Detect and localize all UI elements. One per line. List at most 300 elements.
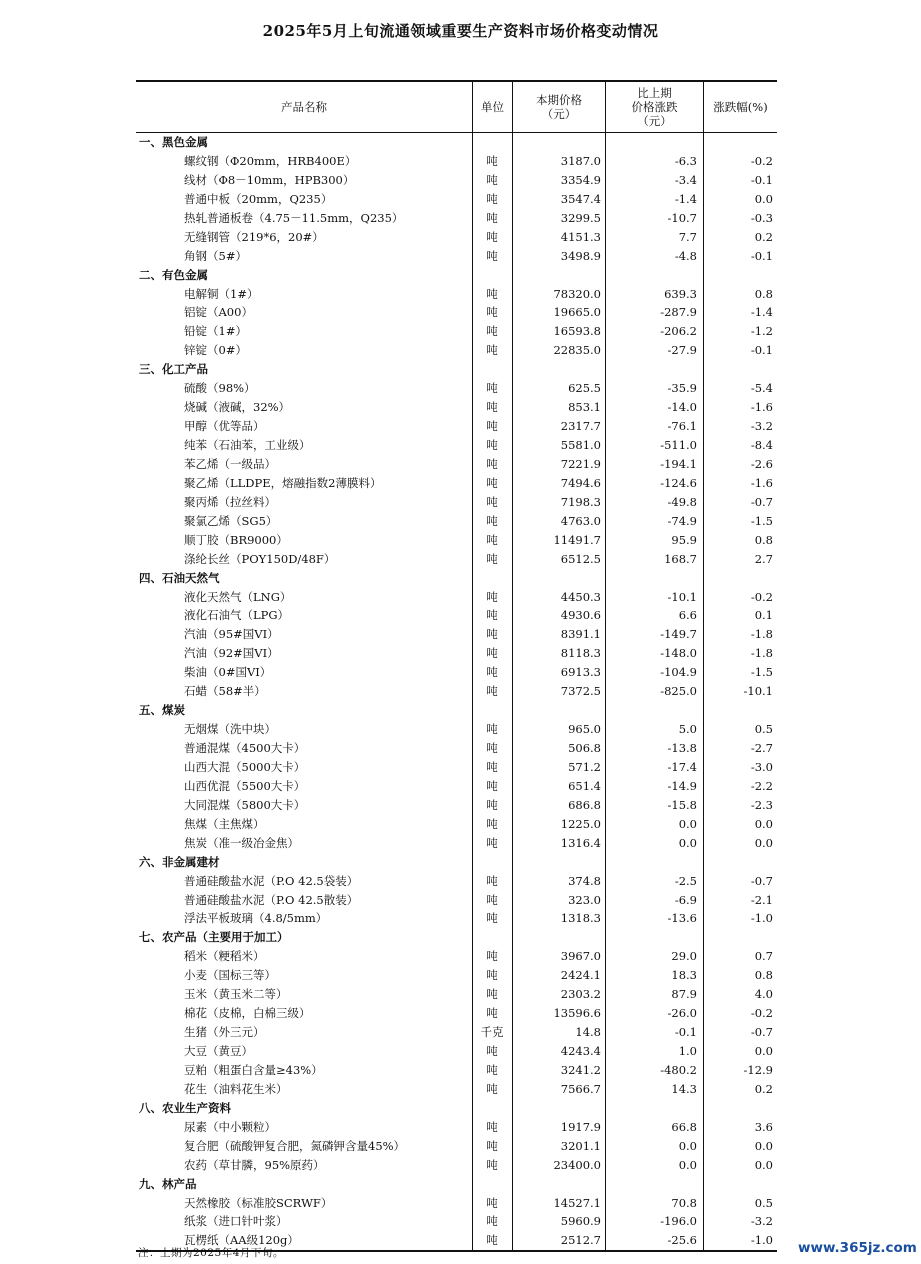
change-cell: -148.0 <box>660 646 697 661</box>
change-cell: -206.2 <box>660 324 697 339</box>
product-name: 纯苯（石油苯，工业级） <box>184 438 311 452</box>
header-unit: 单位 <box>472 82 512 132</box>
table-row <box>136 247 777 266</box>
change-cell: 95.9 <box>671 532 697 547</box>
table-row <box>136 1156 777 1175</box>
change-cell: -825.0 <box>660 684 697 699</box>
table-row <box>136 739 777 758</box>
pct-cell: -1.8 <box>750 627 773 642</box>
unit-cell: 吨 <box>486 400 498 415</box>
pct-cell: 0.7 <box>754 949 773 964</box>
price-cell: 323.0 <box>568 892 601 907</box>
unit-cell: 吨 <box>486 551 498 566</box>
pct-cell: -3.2 <box>750 419 773 434</box>
product-name: 柴油（0#国VI） <box>184 665 272 680</box>
table-row <box>136 531 777 550</box>
price-cell: 1225.0 <box>560 816 601 831</box>
change-cell: 0.0 <box>678 1138 697 1153</box>
unit-cell: 吨 <box>486 210 498 225</box>
change-cell: -2.5 <box>674 873 697 888</box>
product-name: 聚氯乙烯（SG5） <box>184 513 278 528</box>
table-row <box>136 1194 777 1213</box>
unit-cell: 吨 <box>486 1062 498 1077</box>
pct-cell: -2.7 <box>750 741 773 755</box>
price-cell: 14527.1 <box>553 1195 601 1210</box>
product-name: 石蜡（58#半） <box>184 684 266 699</box>
unit-cell: 吨 <box>486 797 498 812</box>
table-row <box>136 1042 777 1061</box>
product-name: 锌锭（0#） <box>184 343 247 358</box>
product-name: 普通混煤（4500大卡） <box>184 741 306 755</box>
change-cell: -149.7 <box>660 627 697 642</box>
table-row <box>136 644 777 663</box>
price-cell: 1917.9 <box>560 1119 601 1134</box>
pct-cell: -0.2 <box>750 1006 773 1021</box>
unit-cell: 吨 <box>486 665 498 680</box>
change-cell: 5.0 <box>678 722 697 737</box>
product-name: 角钢（5#） <box>184 248 247 263</box>
change-cell: -10.1 <box>667 589 697 604</box>
price-cell: 4450.3 <box>560 589 601 604</box>
change-cell: -196.0 <box>660 1214 697 1229</box>
category-label: 四、石油天然气 <box>139 570 220 585</box>
pct-cell: -0.2 <box>750 153 773 168</box>
unit-cell: 吨 <box>486 608 498 623</box>
product-name: 复合肥（硫酸钾复合肥，氮磷钾含量45%） <box>184 1138 406 1153</box>
table-row <box>136 966 777 985</box>
price-cell: 78320.0 <box>553 286 601 301</box>
product-name: 无缝钢管（219*6，20#） <box>184 229 324 244</box>
change-cell: 0.0 <box>678 1157 697 1172</box>
product-name: 山西优混（5500大卡） <box>184 778 306 793</box>
product-name: 焦炭（准一级冶金焦） <box>184 835 299 850</box>
table-header <box>136 82 777 133</box>
price-cell: 5960.9 <box>560 1214 601 1229</box>
unit-cell: 吨 <box>486 153 498 168</box>
unit-cell: 吨 <box>486 1006 498 1021</box>
price-cell: 2317.7 <box>560 419 601 434</box>
unit-cell: 吨 <box>486 892 498 907</box>
unit-cell: 吨 <box>486 987 498 1002</box>
product-name: 铝锭（A00） <box>184 305 253 320</box>
price-cell: 1316.4 <box>560 835 601 850</box>
unit-cell: 吨 <box>486 722 498 737</box>
unit-cell: 吨 <box>486 191 498 206</box>
price-cell: 3967.0 <box>560 949 601 964</box>
pct-cell: 4.0 <box>754 987 773 1002</box>
header-change-line2: 价格涨跌 <box>631 100 678 114</box>
pct-cell: -1.2 <box>750 324 773 339</box>
category-label: 一、黑色金属 <box>139 135 208 149</box>
product-name: 涤纶长丝（POY150D/48F） <box>184 551 336 566</box>
unit-cell: 吨 <box>486 475 498 490</box>
column-divider <box>703 133 704 1250</box>
unit-cell: 吨 <box>486 1157 498 1172</box>
pct-cell: 0.0 <box>754 1138 773 1153</box>
price-cell: 686.8 <box>568 797 601 812</box>
product-name: 玉米（黄玉米二等） <box>184 987 288 1002</box>
price-cell: 965.0 <box>568 722 601 737</box>
product-name: 大豆（黄豆） <box>184 1044 253 1058</box>
table-body <box>136 133 777 1250</box>
pct-cell: 0.2 <box>754 1081 773 1096</box>
table-row <box>136 417 777 436</box>
pct-cell: -5.4 <box>750 381 773 396</box>
pct-cell: -2.2 <box>750 778 773 793</box>
table-row <box>136 303 777 322</box>
category-row <box>136 569 777 588</box>
price-cell: 5581.0 <box>560 438 601 452</box>
pct-cell: -1.8 <box>750 646 773 661</box>
product-name: 无烟煤（洗中块） <box>184 722 276 737</box>
pct-cell: -3.2 <box>750 1214 773 1229</box>
change-cell: -10.7 <box>667 210 697 225</box>
unit-cell: 吨 <box>486 646 498 661</box>
change-cell: 639.3 <box>664 286 697 301</box>
product-name: 烧碱（液碱，32%） <box>184 400 291 415</box>
product-name: 硫酸（98%） <box>184 381 256 396</box>
table-row <box>136 379 777 398</box>
table-row <box>136 834 777 853</box>
product-name: 普通硅酸盐水泥（P.O 42.5袋装） <box>184 873 359 888</box>
pct-cell: -10.1 <box>743 684 773 699</box>
table-row <box>136 436 777 455</box>
unit-cell: 吨 <box>486 381 498 396</box>
pct-cell: -2.3 <box>750 797 773 812</box>
category-row <box>136 1175 777 1194</box>
pct-cell: 0.0 <box>754 191 773 206</box>
change-cell: -1.4 <box>674 191 697 206</box>
table-row <box>136 947 777 966</box>
product-name: 大同混煤（5800大卡） <box>184 797 306 812</box>
product-name: 液化石油气（LPG） <box>184 608 290 623</box>
unit-cell: 吨 <box>486 456 498 471</box>
pct-cell: -0.1 <box>750 343 773 358</box>
unit-cell: 吨 <box>486 684 498 699</box>
table-row <box>136 872 777 891</box>
footnote: 注：上期为2025年4月下旬。 <box>138 1247 284 1259</box>
category-row <box>136 1099 777 1118</box>
price-cell: 4151.3 <box>560 229 601 244</box>
change-cell: -27.9 <box>667 343 697 358</box>
unit-cell: 吨 <box>486 248 498 263</box>
product-name: 稻米（粳稻米） <box>184 949 265 964</box>
unit-cell: 吨 <box>486 873 498 888</box>
product-name: 尿素（中小颗粒） <box>184 1119 276 1134</box>
change-cell: 0.0 <box>678 835 697 850</box>
change-cell: -74.9 <box>667 513 697 528</box>
table-row <box>136 606 777 625</box>
pct-cell: 0.0 <box>754 816 773 831</box>
table-row <box>136 190 777 209</box>
pct-cell: -0.7 <box>750 873 773 888</box>
unit-cell: 吨 <box>486 324 498 339</box>
table-row <box>136 758 777 777</box>
table-row <box>136 909 777 928</box>
change-cell: -76.1 <box>667 419 697 434</box>
unit-cell: 吨 <box>486 778 498 793</box>
price-cell: 1318.3 <box>560 911 601 926</box>
unit-cell: 吨 <box>486 627 498 642</box>
pct-cell: 0.2 <box>754 229 773 244</box>
price-cell: 8118.3 <box>560 646 601 661</box>
product-name: 普通硅酸盐水泥（P.O 42.5散装） <box>184 892 359 907</box>
table-row <box>136 398 777 417</box>
category-row <box>136 133 777 152</box>
unit-cell: 吨 <box>486 532 498 547</box>
product-name: 汽油（92#国VI） <box>184 646 279 661</box>
price-cell: 3547.4 <box>560 191 601 206</box>
price-cell: 16593.8 <box>553 324 601 339</box>
unit-cell: 吨 <box>486 1044 498 1058</box>
pct-cell: 0.8 <box>754 968 773 983</box>
product-name: 山西大混（5000大卡） <box>184 759 306 774</box>
change-cell: 7.7 <box>678 229 697 244</box>
change-cell: 1.0 <box>678 1044 697 1058</box>
price-cell: 374.8 <box>568 873 601 888</box>
price-cell: 853.1 <box>568 400 601 415</box>
price-cell: 3354.9 <box>560 172 601 187</box>
change-cell: -14.9 <box>667 778 697 793</box>
unit-cell: 吨 <box>486 1119 498 1134</box>
category-label: 三、化工产品 <box>139 362 208 377</box>
product-name: 普通中板（20mm，Q235） <box>184 191 333 206</box>
product-name: 电解铜（1#） <box>184 286 259 301</box>
category-label: 二、有色金属 <box>139 267 208 282</box>
unit-cell: 吨 <box>486 305 498 320</box>
pct-cell: 0.0 <box>754 835 773 850</box>
change-cell: -13.8 <box>667 741 697 755</box>
change-cell: -17.4 <box>667 759 697 774</box>
pct-cell: -0.1 <box>750 172 773 187</box>
table-row <box>136 588 777 607</box>
table-row <box>136 512 777 531</box>
change-cell: 66.8 <box>671 1119 697 1134</box>
category-label: 七、农产品（主要用于加工） <box>139 930 289 945</box>
price-cell: 2303.2 <box>560 987 601 1002</box>
pct-cell: 0.8 <box>754 286 773 301</box>
unit-cell: 千克 <box>480 1025 504 1040</box>
pct-cell: -1.4 <box>750 305 773 320</box>
unit-cell: 吨 <box>486 1195 498 1210</box>
table-row <box>136 985 777 1004</box>
price-cell: 7372.5 <box>560 684 601 699</box>
table-row <box>136 720 777 739</box>
product-name: 豆粕（粗蛋白含量≥43%） <box>184 1062 323 1077</box>
category-row <box>136 360 777 379</box>
pct-cell: -1.0 <box>750 911 773 926</box>
pct-cell: 2.7 <box>754 551 773 566</box>
change-cell: 87.9 <box>671 987 697 1002</box>
unit-cell: 吨 <box>486 1081 498 1096</box>
change-cell: -13.6 <box>667 911 697 926</box>
price-cell: 8391.1 <box>560 627 601 642</box>
pct-cell: 0.0 <box>754 1044 773 1058</box>
change-cell: -49.8 <box>667 494 697 509</box>
product-name: 聚丙烯（拉丝料） <box>184 494 276 509</box>
table-row <box>136 663 777 682</box>
price-cell: 3201.1 <box>560 1138 601 1153</box>
table-row <box>136 322 777 341</box>
header-change-line1: 比上期 <box>637 86 672 100</box>
product-name: 浮法平板玻璃（4.8/5mm） <box>184 911 328 926</box>
pct-cell: -2.6 <box>750 456 773 471</box>
product-name: 焦煤（主焦煤） <box>184 816 265 831</box>
change-cell: -3.4 <box>674 172 697 187</box>
category-label: 九、林产品 <box>139 1176 197 1191</box>
table-row <box>136 209 777 228</box>
product-name: 棉花（皮棉，白棉三级） <box>184 1006 311 1021</box>
change-cell: -15.8 <box>667 797 697 812</box>
product-name: 甲醇（优等品） <box>184 419 265 434</box>
change-cell: -6.3 <box>674 153 697 168</box>
product-name: 聚乙烯（LLDPE，熔融指数2薄膜料） <box>184 475 382 490</box>
unit-cell: 吨 <box>486 741 498 755</box>
price-cell: 11491.7 <box>553 532 601 547</box>
table-row <box>136 341 777 360</box>
table-row <box>136 285 777 304</box>
product-name: 瓦楞纸（AA级120g） <box>184 1233 299 1248</box>
watermark: www.365jz.com <box>798 1240 917 1256</box>
unit-cell: 吨 <box>486 968 498 983</box>
header-price-line1: 本期价格 <box>536 93 582 107</box>
unit-cell: 吨 <box>486 816 498 831</box>
category-row <box>136 928 777 947</box>
price-cell: 19665.0 <box>553 305 601 320</box>
unit-cell: 吨 <box>486 172 498 187</box>
table-row <box>136 455 777 474</box>
change-cell: 29.0 <box>671 949 697 964</box>
unit-cell: 吨 <box>486 343 498 358</box>
price-cell: 3241.2 <box>560 1062 601 1077</box>
unit-cell: 吨 <box>486 438 498 452</box>
table-row <box>136 228 777 247</box>
pct-cell: 0.0 <box>754 1157 773 1172</box>
table-row <box>136 625 777 644</box>
price-cell: 651.4 <box>568 778 601 793</box>
change-cell: 6.6 <box>678 608 697 623</box>
price-table <box>136 80 777 1252</box>
table-row <box>136 1212 777 1231</box>
unit-cell: 吨 <box>486 835 498 850</box>
pct-cell: 0.8 <box>754 532 773 547</box>
change-cell: -35.9 <box>667 381 697 396</box>
pct-cell: -0.1 <box>750 248 773 263</box>
header-price-line2: （元） <box>541 107 577 121</box>
unit-cell: 吨 <box>486 419 498 434</box>
change-cell: -124.6 <box>660 475 697 490</box>
table-row <box>136 1137 777 1156</box>
header-change-line3: （元） <box>637 114 672 128</box>
unit-cell: 吨 <box>486 1138 498 1153</box>
category-label: 五、煤炭 <box>139 703 185 718</box>
pct-cell: -1.0 <box>750 1233 773 1248</box>
unit-cell: 吨 <box>486 1233 498 1248</box>
change-cell: 18.3 <box>671 968 697 983</box>
unit-cell: 吨 <box>486 911 498 926</box>
price-cell: 6512.5 <box>560 551 601 566</box>
price-cell: 22835.0 <box>553 343 601 358</box>
price-cell: 7566.7 <box>560 1081 601 1096</box>
table-row <box>136 1004 777 1023</box>
price-cell: 23400.0 <box>553 1157 601 1172</box>
pct-cell: -1.6 <box>750 400 773 415</box>
unit-cell: 吨 <box>486 589 498 604</box>
category-label: 六、非金属建材 <box>139 854 220 869</box>
header-price <box>512 82 605 132</box>
pct-cell: -12.9 <box>743 1062 773 1077</box>
header-change <box>605 82 703 132</box>
table-row <box>136 493 777 512</box>
table-row <box>136 152 777 171</box>
product-name: 螺纹钢（Φ20mm，HRB400E） <box>184 153 357 168</box>
price-cell: 7198.3 <box>560 494 601 509</box>
pct-cell: -1.6 <box>750 475 773 490</box>
price-cell: 2424.1 <box>560 968 601 983</box>
change-cell: 14.3 <box>671 1081 697 1096</box>
unit-cell: 吨 <box>486 494 498 509</box>
unit-cell: 吨 <box>486 286 498 301</box>
change-cell: -480.2 <box>660 1062 697 1077</box>
pct-cell: -2.1 <box>750 892 773 907</box>
price-cell: 625.5 <box>568 381 601 396</box>
change-cell: -104.9 <box>660 665 697 680</box>
product-name: 苯乙烯（一级品） <box>184 456 276 471</box>
table-row <box>136 1118 777 1137</box>
change-cell: -6.9 <box>674 892 697 907</box>
product-name: 顺丁胶（BR9000） <box>184 532 288 547</box>
change-cell: -4.8 <box>674 248 697 263</box>
change-cell: -26.0 <box>667 1006 697 1021</box>
price-cell: 3187.0 <box>560 153 601 168</box>
pct-cell: 3.6 <box>754 1119 773 1134</box>
pct-cell: -1.5 <box>750 513 773 528</box>
pct-cell: -0.2 <box>750 589 773 604</box>
pct-cell: -0.7 <box>750 1025 773 1040</box>
unit-cell: 吨 <box>486 949 498 964</box>
unit-cell: 吨 <box>486 759 498 774</box>
price-cell: 6913.3 <box>560 665 601 680</box>
change-cell: -25.6 <box>667 1233 697 1248</box>
price-cell: 14.8 <box>575 1025 601 1040</box>
change-cell: -511.0 <box>660 438 697 452</box>
change-cell: 70.8 <box>671 1195 697 1210</box>
price-cell: 506.8 <box>568 741 601 755</box>
change-cell: -14.0 <box>667 400 697 415</box>
change-cell: 0.0 <box>678 816 697 831</box>
product-name: 铅锭（1#） <box>184 324 247 339</box>
price-cell: 3299.5 <box>560 210 601 225</box>
change-cell: 168.7 <box>664 551 697 566</box>
unit-cell: 吨 <box>486 513 498 528</box>
category-row <box>136 853 777 872</box>
price-cell: 7494.6 <box>560 475 601 490</box>
table-row <box>136 796 777 815</box>
product-name: 花生（油料花生米） <box>184 1081 288 1096</box>
table-row <box>136 1023 777 1042</box>
price-cell: 571.2 <box>568 759 601 774</box>
pct-cell: 0.5 <box>754 1195 773 1210</box>
table-row <box>136 815 777 834</box>
table-row <box>136 1080 777 1099</box>
change-cell: -287.9 <box>660 305 697 320</box>
header-name: 产品名称 <box>281 100 327 114</box>
product-name: 小麦（国标三等） <box>184 968 276 983</box>
price-cell: 4930.6 <box>560 608 601 623</box>
column-divider <box>605 133 606 1250</box>
product-name: 生猪（外三元） <box>184 1025 265 1040</box>
table-row <box>136 777 777 796</box>
